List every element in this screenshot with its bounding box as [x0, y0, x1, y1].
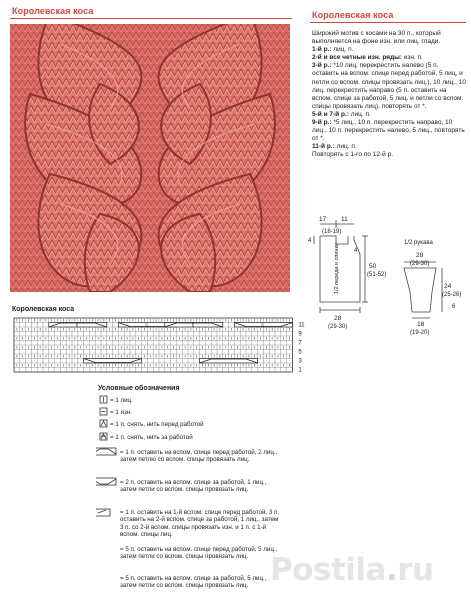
dim-height: 50: [369, 263, 377, 270]
legend-heading: Условные обозначения: [98, 385, 180, 392]
legend-cross-right: = 2 п. оставить на вспом. спице за работой, 1 лиц., затем петли со вспом. спицы провязать лиц.: [120, 479, 267, 494]
dim-sleeve-top: 28: [416, 252, 424, 259]
repeat-text: Повторять с 1-го по 12-й р.: [312, 151, 394, 159]
legend-cable-left: = 5 п. оставить на вспом. спице перед работой, 5 лиц., затем петли со вспом. спицы провязать лиц.: [120, 546, 278, 561]
watermark-prefix: P: [270, 552, 293, 588]
body-outline: [320, 236, 360, 302]
instructions: [312, 30, 466, 160]
chart-row-number: 3: [298, 358, 302, 365]
row-9: 9-й р.: *5 лиц., 10 п. перекрестить направо, 10 лиц., 10 п. перекрестить налево, 5 лиц., повторять от *.: [312, 119, 465, 143]
row-3: 3-й р.: *10 лиц, перекрестить налево (5 п. оставить на вспом. спице перед работой, 5 лиц, и петли со вспом. спицы провязать лиц.), 10 лиц., 10 лиц. перекрестить направо (5 п. оставить на вспом. спице за работой, 5 лиц. и петли со вспом. спицы провязать лиц), повторять от *.: [312, 62, 467, 110]
right-title: Королевская коса: [312, 10, 394, 20]
dim-bottom-sub: (29-30): [328, 324, 348, 330]
garment-schematic: [308, 210, 468, 345]
row-11: 11-й р.: лиц. п.: [312, 143, 357, 151]
chart-row-number: 1: [298, 367, 302, 374]
dim-sleeve-bottom: 18: [417, 321, 425, 328]
sleeve-title: 1/2 рукава: [404, 240, 433, 246]
chart-row-number: 7: [298, 340, 302, 347]
row-1: 1-й р.: лиц. п.: [312, 46, 354, 54]
dim-sleeve-cuff: 6: [452, 304, 456, 310]
cable-illustration: [10, 24, 290, 292]
sleeve-outline: [404, 268, 436, 312]
legend-cross-mixed: = 1 п. оставить на 1-й вспом. спице перед работой, 3 п. оставить на 2-й вспом. спице за работой, 1 лиц., затем 3 п. со 2-й вспом. спицы провязать изн. и 1 п. с 1-й вспом. спицы лиц.: [120, 509, 280, 539]
side-label: 1/2 переда и спинки: [334, 243, 340, 294]
chart-row-number: 9: [298, 331, 302, 338]
legend-slip-front: = 1 п. снять, нить перед работой: [110, 421, 204, 428]
dim-neck-depth-b: 4: [354, 248, 358, 254]
chart-row-number: 11: [298, 322, 305, 329]
row-5-7: 5-й и 7-й р.: лиц. п.: [312, 110, 371, 118]
row-2: 2-й и все четные изн. ряды: изн. п.: [312, 54, 423, 62]
watermark-tld: ru: [397, 552, 434, 588]
dim-sleeve-top-sub: (29-30): [410, 261, 430, 267]
legend-cross-left: = 1 п. оставить на вспом. спице перед работой, 2 лиц., затем петлю со вспом. спицы провязать лиц.: [120, 449, 278, 464]
left-title-rule: [10, 18, 292, 19]
watermark-main: ostila: [292, 552, 386, 588]
dim-neck: 11: [341, 216, 348, 223]
knitting-chart: [10, 316, 310, 374]
cable-cross-label: 5: [145, 322, 148, 328]
dim-shoulder-sub: (18-19): [322, 229, 342, 235]
dim-sleeve-bottom-sub: (19-20): [410, 330, 430, 336]
dim-sleeve-height: 24: [444, 283, 452, 290]
cable-cross-label: 5: [75, 322, 79, 328]
intro-text: Широкий мотив с косами на 30 п., который выполняется на фоне изн. или лиц. глади.: [312, 30, 441, 46]
dim-height-sub: (51-52): [367, 272, 387, 278]
dim-bottom: 28: [334, 315, 342, 322]
dim-shoulder: 17: [319, 216, 327, 223]
watermark: [270, 552, 434, 588]
cable-cross-label: 5: [191, 322, 195, 328]
left-title: Королевская коса: [12, 6, 94, 16]
cross-5-mixed-symbol: [96, 509, 110, 516]
knitting-photo: [10, 24, 290, 292]
chart-title: Королевская коса: [12, 306, 75, 313]
right-title-rule: [310, 22, 466, 23]
chart-row-number: 5: [298, 349, 302, 356]
legend-knit: = 1 лиц.: [110, 397, 133, 404]
dim-sleeve-height-sub: (25-26): [442, 292, 462, 298]
legend-slip-back: = 1 п. снять, нить за работой: [110, 434, 193, 441]
cable-cross-label: 5: [261, 322, 264, 328]
neckline: [320, 236, 348, 244]
dim-neck-depth-a: 4: [308, 238, 312, 244]
legend-purl: = 1 изн.: [110, 409, 132, 416]
legend-cable-right: = 5 п. оставить на вспом. спице за работой, 5 лиц., затем петли со вспом. спицы провязать лиц.: [120, 575, 267, 590]
watermark-dot: .: [385, 552, 398, 588]
